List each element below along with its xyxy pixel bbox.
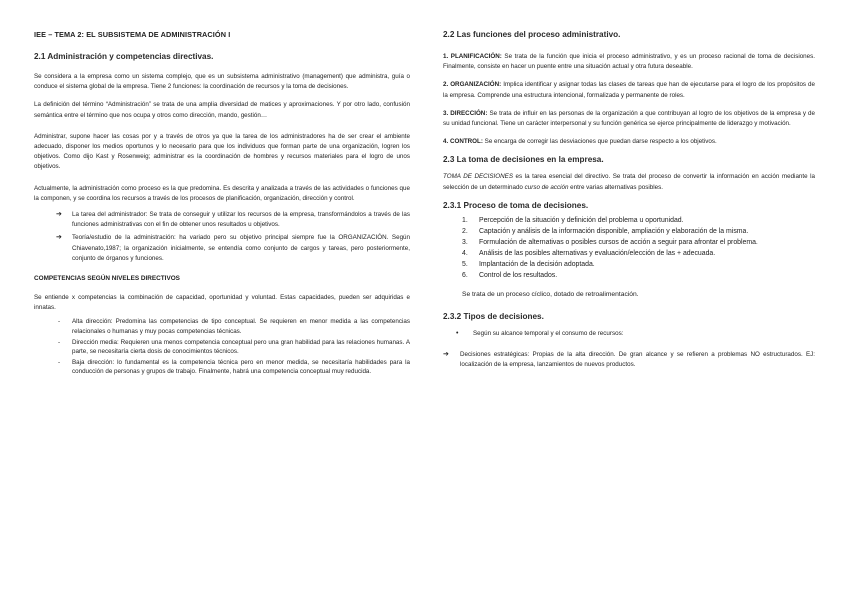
list-item: ➔ Decisiones estratégicas: Propias de la alta dirección. De gran alcance y se refieren a problemas NO estructurados. EJ: localización de la empresa, lanzamientos de nuevos productos. [443,350,815,368]
list-item: ➔ La tarea del administrador: Se trata de conseguir y utilizar los recursos de la empresa, transformándolos a través de las funciones administrativas con el fin de obtener unos resultados u objetivos. [56,211,410,229]
function-planificacion: 1. PLANIFICACIÓN: Se trata de la función que inicia el proceso administrativo, y es un proceso racional de toma de decisiones. Finalmente, consiste en hacer un puente entre una situación actual y otra futura deseable. [443,53,815,71]
list-item: 6. Control de los resultados. [462,272,558,280]
function-direccion: 3. DIRECCIÓN: Se trata de influir en las personas de la organización a que contribuyan al logro de los objetivos de la empresa y de su unidad funcional. Tiene un carácter interpersonal y su función genérica se ejerce principalmente de liderazgo y motivación. [443,109,815,128]
right-column [443,30,815,370]
section-2-3-heading: 2.3 La toma de decisiones en la empresa. [443,155,604,165]
list-item: 5. Implantación de la decisión adoptada. [462,261,595,269]
list-item: - Alta dirección: Predomina las competencias de tipo conceptual. Se requieren en menor medida a las competencias relacionales o humanas y muy pocas competencias técnicas. [58,318,410,336]
competencias-list [34,317,410,377]
toma-decisiones-paragraph: TOMA DE DECISIONES es la tarea esencial del directivo. Se trata del proceso de convertir la información en acción mediante la selección de un determinado curso de acción entre varias alternativas posibles. [443,173,816,191]
paragraph-2: La definición del término “Administración” se trata de una amplia diversidad de matices y aproximaciones. Y por otro lado, confusión semántica entre el término que nos ocupa y otros como dirección, mando, gestión… [34,101,410,119]
list-item: ➔ Teoría/estudio de la administración: ha variado pero su objetivo principal siempre fue la ORGANIZACIÓN. Según Chiavenato,1987; la organización inicialmente, se entendía como conjunto de cargos y tareas, pero posteriormente, conjunto de órganos y funciones. [56,234,410,262]
competencias-heading: COMPETENCIAS SEGÚN NIVELES DIRECTIVOS [34,275,180,283]
competencias-intro: Se entiende x competencias la combinación de capacidad, oportunidad y voluntad. Estas capacidades, pueden ser adquiridas e innatas. [34,294,410,312]
function-control: 4. CONTROL: Se encarga de corregir las desviaciones que puedan darse respecto a los objetivos. [443,138,717,146]
bullet-icon: • [456,329,459,337]
list-item: - Baja dirección: lo fundamental es la competencia técnica pero en menor medida, se necesitaría habilidades para la conducción de personas y grupos de trabajo. Finalmente, habrá una competencia conceptual muy reducida. [58,358,410,376]
section-2-3-2-heading: 2.3.2 Tipos de decisiones. [443,311,544,321]
process-steps-list [443,216,815,282]
list-item: 4. Análisis de las posibles alternativas y evaluación/elección de las + adecuada. [462,250,716,258]
arrow-icon: ➔ [443,350,449,358]
arrow-list [34,210,410,264]
section-2-3-1-heading: 2.3.1 Proceso de toma de decisiones. [443,200,589,210]
arrow-icon: ➔ [56,234,62,242]
arrow-icon: ➔ [56,211,62,219]
document-title: IEE – TEMA 2: EL SUBSISTEMA DE ADMINISTRACIÓN I [34,30,231,39]
list-item: 3. Formulación de alternativas o posibles cursos de acción a seguir para afrontar el problema. [462,239,758,247]
list-item: - Dirección media: Requieren una menos competencia conceptual pero una gran habilidad para las relaciones humanas. A parte, se necesitaría cierta dosis de conocimientos técnicos. [58,338,410,356]
list-item: 1. Percepción de la situación y definición del problema u oportunidad. [462,216,684,224]
section-2-2-heading: 2.2 Las funciones del proceso administrativo. [443,30,621,39]
paragraph-3: Administrar, supone hacer las cosas por y a través de otros ya que la tarea de los administradores ha de ser crear el ambiente adecuado, disponer los medios oportunos y lo necesario para que los individuos que forman parte de una organización, logren los objetivos. Como dijo Kast y Rosenweig; administrar es la coordinación de hombres y recursos materiales para el logro de unos objetivos. [34,132,410,171]
paragraph-1: Se considera a la empresa como un sistema complejo, que es un subsistema administrativo (management) que administra, guía o conduce el sistema global de la empresa. Tiene 2 funciones: la coordinación de recursos y la toma de decisiones. [34,73,410,91]
list-item: 2. Captación y análisis de la información disponible, ampliación y elaboración de la misma. [462,227,749,235]
section-2-1-heading: 2.1 Administración y competencias directivas. [34,52,214,61]
paragraph-4: Actualmente, la administración como proceso es la que predomina. Es descrita y analizada a través de las actividades o funciones que la componen, y se coordina los recursos a través de los procesos de planificación, organización, dirección y control. [34,184,410,202]
process-closing: Se trata de un proceso cíclico, dotado de retroalimentación. [462,291,639,299]
function-organizacion: 2. ORGANIZACIÓN: Implica identificar y asignar todas las clases de tareas que han de ejecutarse para el logro de los propósitos de la empresa. Comprende una estructura intencional, formalizada y permanente de roles. [443,81,815,99]
left-column [34,30,410,378]
list-item: • Según su alcance temporal y el consumo de recursos: [456,329,624,337]
